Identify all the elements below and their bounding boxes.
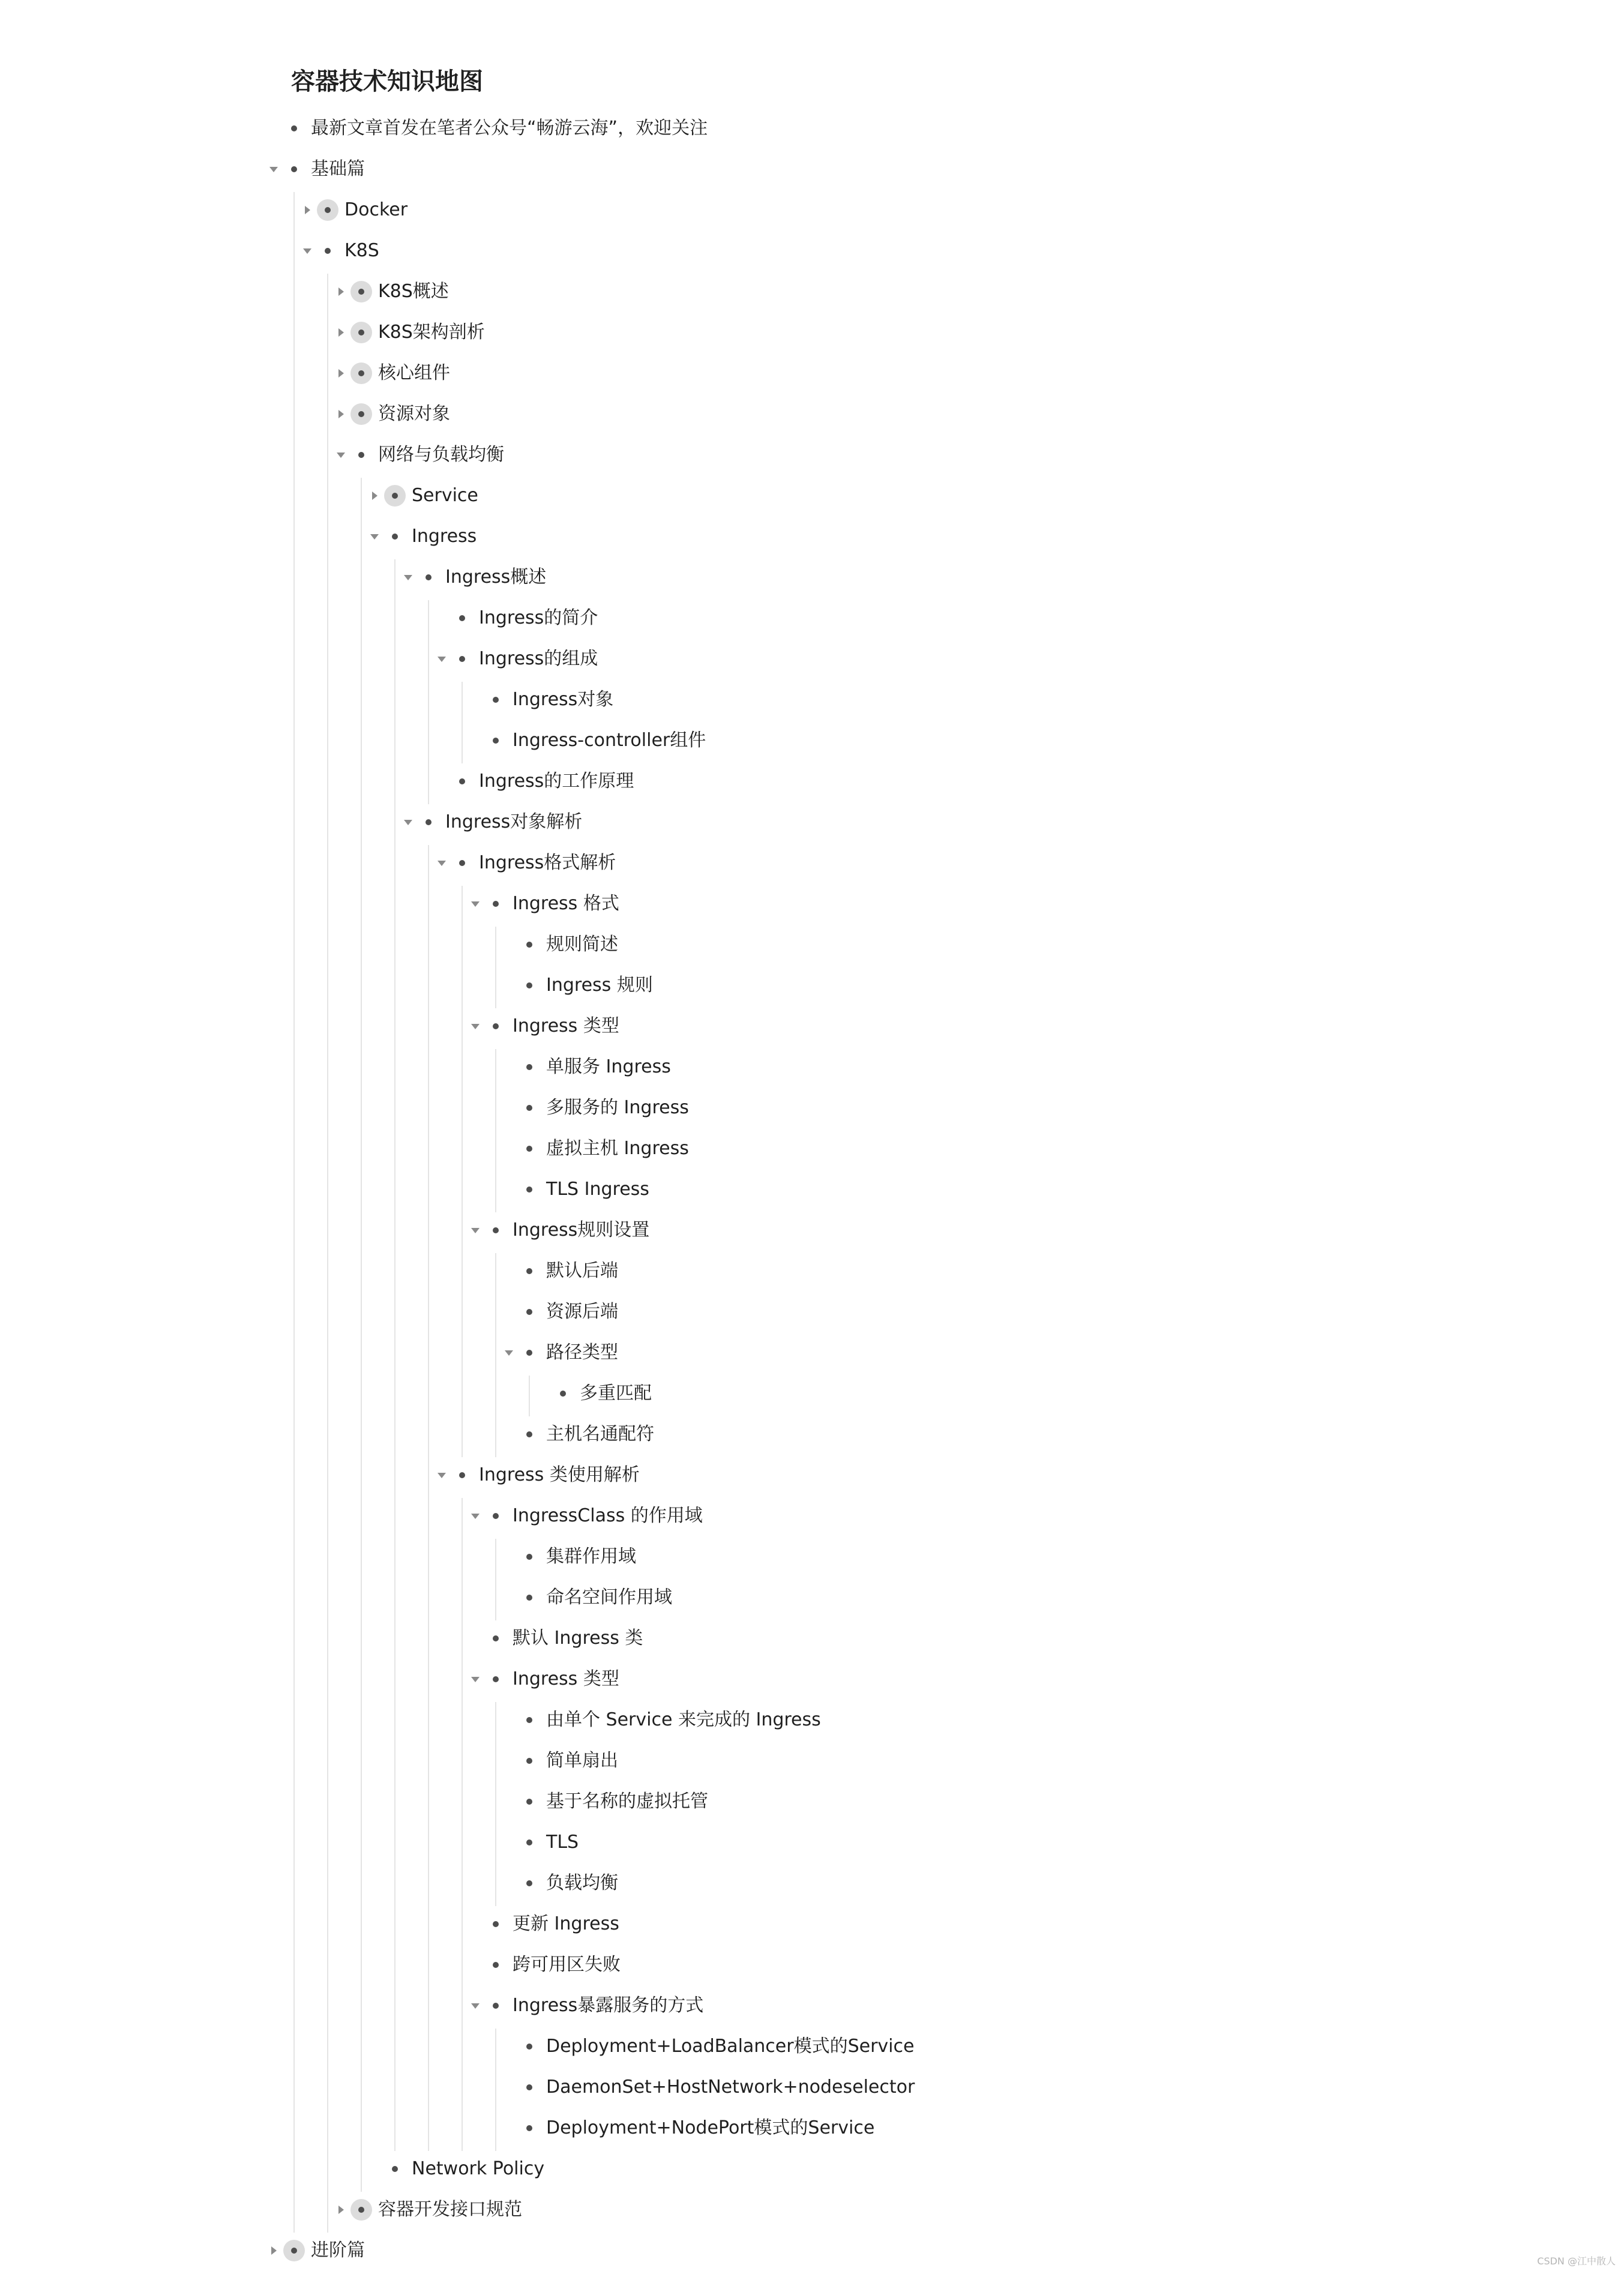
watermark: CSDN @江中散人 [1537,2255,1616,2267]
bullet-dot-icon[interactable] [519,1179,540,1200]
caret-right-icon[interactable] [332,324,349,341]
outline-item-label: 集群作用域 [546,1546,636,1567]
outline-item[interactable] [0,641,1624,677]
bullet-dot-icon[interactable] [519,1587,540,1608]
outline-item-label: 资源对象 [378,403,450,424]
bullet-dot-icon[interactable] [384,485,406,507]
bullet-dot-icon[interactable] [485,1628,507,1649]
bullet-dot-icon[interactable] [485,1220,507,1241]
caret-down-icon[interactable] [433,855,450,871]
caret-right-icon[interactable] [332,2201,349,2218]
outline-item-label: 多服务的 Ingress [546,1097,689,1118]
outline-item[interactable] [0,1947,1624,1983]
caret-down-icon[interactable] [400,569,417,586]
bullet-dot-icon[interactable] [317,240,338,262]
outline-item-label: 规则简述 [546,934,618,955]
outline-item-label: 核心组件 [378,362,450,384]
bullet-dot-icon[interactable] [485,730,507,751]
outline-item-label: IngressClass 的作用域 [513,1505,703,1526]
bullet-dot-icon[interactable] [451,1464,473,1486]
bullet-dot-icon[interactable] [519,1138,540,1160]
bullet-dot-icon[interactable] [519,975,540,996]
outline-item[interactable] [0,519,1624,555]
outline-item-label: Ingress 类型 [513,1015,619,1036]
caret-down-icon[interactable] [332,447,349,463]
caret-down-icon[interactable] [299,242,316,259]
outline-item[interactable] [0,1212,1624,1248]
caret-down-icon[interactable] [265,161,282,178]
outline-item-label: TLS Ingress [546,1179,649,1200]
bullet-dot-icon[interactable] [519,934,540,955]
bullet-dot-icon[interactable] [418,811,439,833]
outline-item[interactable] [0,1294,1624,1330]
bullet-dot-icon[interactable] [451,771,473,792]
bullet-dot-icon[interactable] [485,1954,507,1976]
bullet-dot-icon[interactable] [350,403,372,425]
outline-item-label: 路径类型 [546,1342,618,1363]
outline-item[interactable] [0,1131,1624,1167]
bullet-dot-icon[interactable] [519,2117,540,2139]
outline-item[interactable] [0,927,1624,963]
outline-item[interactable] [0,1539,1624,1575]
outline-item-label: 基于名称的虚拟托管 [546,1791,708,1812]
outline-item[interactable] [0,2110,1624,2146]
outline-item[interactable] [0,804,1624,840]
outline-item[interactable] [0,1988,1624,2024]
outline-item[interactable] [0,1865,1624,1901]
caret-down-icon[interactable] [501,1344,517,1361]
bullet-dot-icon[interactable] [350,2199,372,2221]
outline-item[interactable] [0,559,1624,595]
outline-item[interactable] [0,274,1624,310]
outline-item[interactable] [0,478,1624,514]
outline-item[interactable] [0,192,1624,228]
outline-item-label: 最新文章首发在笔者公众号“畅游云海”，欢迎关注 [311,118,708,139]
outline-item-label: Ingress的组成 [479,648,598,669]
outline-item-label: 负载均衡 [546,1872,618,1894]
caret-right-icon[interactable] [332,365,349,382]
outline-item-label: Ingress-controller组件 [513,730,706,751]
caret-down-icon[interactable] [467,1671,484,1688]
bullet-dot-icon[interactable] [451,852,473,874]
outline-item[interactable] [0,682,1624,718]
outline-item-label: DaemonSet+HostNetwork+nodeselector [546,2077,915,2098]
outline-item-label: 虚拟主机 Ingress [546,1138,689,1159]
caret-down-icon[interactable] [467,1018,484,1035]
outline-item[interactable] [0,1906,1624,1942]
outline-item[interactable] [0,2233,1624,2269]
outline-item[interactable] [0,233,1624,269]
outline-item[interactable] [0,151,1624,187]
outline-item-label: Ingress规则设置 [513,1220,650,1241]
outline-item-label: 单服务 Ingress [546,1056,671,1077]
bullet-dot-icon[interactable] [519,1832,540,1853]
outline-item-label: 进阶篇 [311,2240,365,2261]
bullet-dot-icon[interactable] [519,1546,540,1568]
bullet-dot-icon[interactable] [350,362,372,384]
outline-item-label: Ingress对象解析 [445,811,583,832]
bullet-dot-icon[interactable] [519,1750,540,1772]
outline-item-label: Deployment+LoadBalancer模式的Service [546,2036,915,2057]
outline-item[interactable] [0,1049,1624,1085]
bullet-dot-icon[interactable] [485,893,507,915]
document-title: 容器技术知识地图 [291,68,483,95]
bullet-dot-icon[interactable] [350,322,372,343]
outline-item-label: Ingress 规则 [546,975,653,996]
bullet-dot-icon[interactable] [519,1097,540,1119]
bullet-dot-icon[interactable] [485,1913,507,1935]
bullet-dot-icon[interactable] [519,1056,540,1078]
outline-item[interactable] [0,1172,1624,1208]
outline-item-label: K8S概述 [378,281,449,302]
bullet-dot-icon[interactable] [519,1791,540,1812]
caret-down-icon[interactable] [467,1508,484,1524]
bullet-dot-icon[interactable] [384,526,406,547]
outline-item[interactable] [0,437,1624,473]
outline-item-label: 网络与负载均衡 [378,444,504,465]
bullet-dot-icon[interactable] [519,2036,540,2057]
outline-item[interactable] [0,1743,1624,1779]
outline-item-label: Ingress [412,526,477,547]
outline-item[interactable] [0,1457,1624,1493]
caret-down-icon[interactable] [433,1467,450,1484]
outline-item[interactable] [0,845,1624,881]
outline-item[interactable] [0,600,1624,636]
outline-item-label: 默认后端 [546,1260,618,1281]
outline-item[interactable] [0,1416,1624,1452]
caret-right-icon[interactable] [299,202,316,218]
outline-item-label: K8S架构剖析 [378,322,485,343]
caret-down-icon[interactable] [400,814,417,831]
bullet-dot-icon[interactable] [519,1301,540,1323]
outline-item-label: Ingress概述 [445,567,547,588]
bullet-dot-icon[interactable] [519,1872,540,1894]
outline-item[interactable] [0,1580,1624,1616]
outline-item[interactable] [0,1498,1624,1534]
caret-down-icon[interactable] [467,1222,484,1239]
outline-item[interactable] [0,967,1624,1003]
outline-item[interactable] [0,723,1624,759]
outline-item-label: Deployment+NodePort模式的Service [546,2117,875,2138]
bullet-dot-icon[interactable] [317,199,338,221]
outline-item[interactable] [0,110,1624,146]
bullet-dot-icon[interactable] [485,1995,507,2017]
outline-item[interactable] [0,1620,1624,1656]
bullet-dot-icon[interactable] [350,281,372,302]
bullet-dot-icon[interactable] [350,444,372,466]
caret-right-icon[interactable] [332,283,349,300]
bullet-dot-icon[interactable] [283,2240,305,2261]
outline-item-label: 由单个 Service 来完成的 Ingress [546,1709,821,1730]
outline-item-label: TLS [546,1832,579,1853]
outline-item-label: Ingress 类使用解析 [479,1464,640,1485]
bullet-dot-icon[interactable] [519,1342,540,1364]
outline-item-label: 多重匹配 [580,1383,652,1404]
outline-item-label: Ingress的简介 [479,607,598,628]
outline-item[interactable] [0,1661,1624,1697]
bullet-dot-icon[interactable] [519,1709,540,1731]
outline-item-label: 基础篇 [311,158,365,179]
bullet-dot-icon[interactable] [418,567,439,588]
outline-item[interactable] [0,2151,1624,2187]
outline-item[interactable] [0,355,1624,391]
outline-item-label: 更新 Ingress [513,1913,619,1934]
outline-item-label: Ingress暴露服务的方式 [513,1995,704,2016]
caret-down-icon[interactable] [467,1997,484,2014]
outline-item-label: 主机名通配符 [546,1424,654,1445]
bullet-dot-icon[interactable] [485,1505,507,1527]
caret-down-icon[interactable] [467,895,484,912]
caret-right-icon[interactable] [366,487,383,504]
outline-item[interactable] [0,314,1624,350]
bullet-dot-icon[interactable] [283,118,305,139]
outline-item[interactable] [0,2069,1624,2105]
outline-item[interactable] [0,1784,1624,1820]
outline-item-label: Ingress 格式 [513,893,619,914]
outline-item-label: Ingress对象 [513,689,614,710]
caret-right-icon[interactable] [265,2242,282,2259]
outline-item-label: 容器开发接口规范 [378,2199,522,2220]
outline-item-label: 简单扇出 [546,1750,618,1771]
outline-item-label: K8S [344,240,379,261]
outline-item-label: 跨可用区失败 [513,1954,621,1975]
caret-down-icon[interactable] [433,651,450,667]
outline-item[interactable] [0,1008,1624,1044]
outline-item[interactable] [0,886,1624,922]
bullet-dot-icon[interactable] [485,689,507,711]
bullet-dot-icon[interactable] [485,1015,507,1037]
bullet-dot-icon[interactable] [451,607,473,629]
outline-item[interactable] [0,1702,1624,1738]
outline-item[interactable] [0,1824,1624,1860]
outline-item[interactable] [0,763,1624,799]
bullet-dot-icon[interactable] [519,1424,540,1445]
outline-item-label: 资源后端 [546,1301,618,1322]
bullet-dot-icon[interactable] [519,1260,540,1282]
outline-item-label: Service [412,485,478,506]
outline-item-label: Network Policy [412,2158,545,2179]
outline-item[interactable] [0,1090,1624,1126]
bullet-dot-icon[interactable] [283,158,305,180]
outline-item[interactable] [0,2029,1624,2065]
bullet-dot-icon[interactable] [384,2158,406,2180]
bullet-dot-icon[interactable] [519,2077,540,2098]
caret-down-icon[interactable] [366,528,383,545]
outline-item-label: 默认 Ingress 类 [513,1628,643,1649]
outline-item[interactable] [0,1253,1624,1289]
outline-item-label: Ingress 类型 [513,1668,619,1689]
bullet-dot-icon[interactable] [552,1383,574,1404]
outline-item-label: Ingress的工作原理 [479,771,634,792]
bullet-dot-icon[interactable] [485,1668,507,1690]
caret-right-icon[interactable] [332,406,349,423]
outline-item[interactable] [0,396,1624,432]
outline-item[interactable] [0,2192,1624,2228]
outline-item-label: Ingress格式解析 [479,852,616,873]
outline-item-label: 命名空间作用域 [546,1587,672,1608]
outline-item[interactable] [0,1376,1624,1412]
outline-item[interactable] [0,1335,1624,1371]
bullet-dot-icon[interactable] [451,648,473,670]
outline-item-label: Docker [344,199,408,220]
